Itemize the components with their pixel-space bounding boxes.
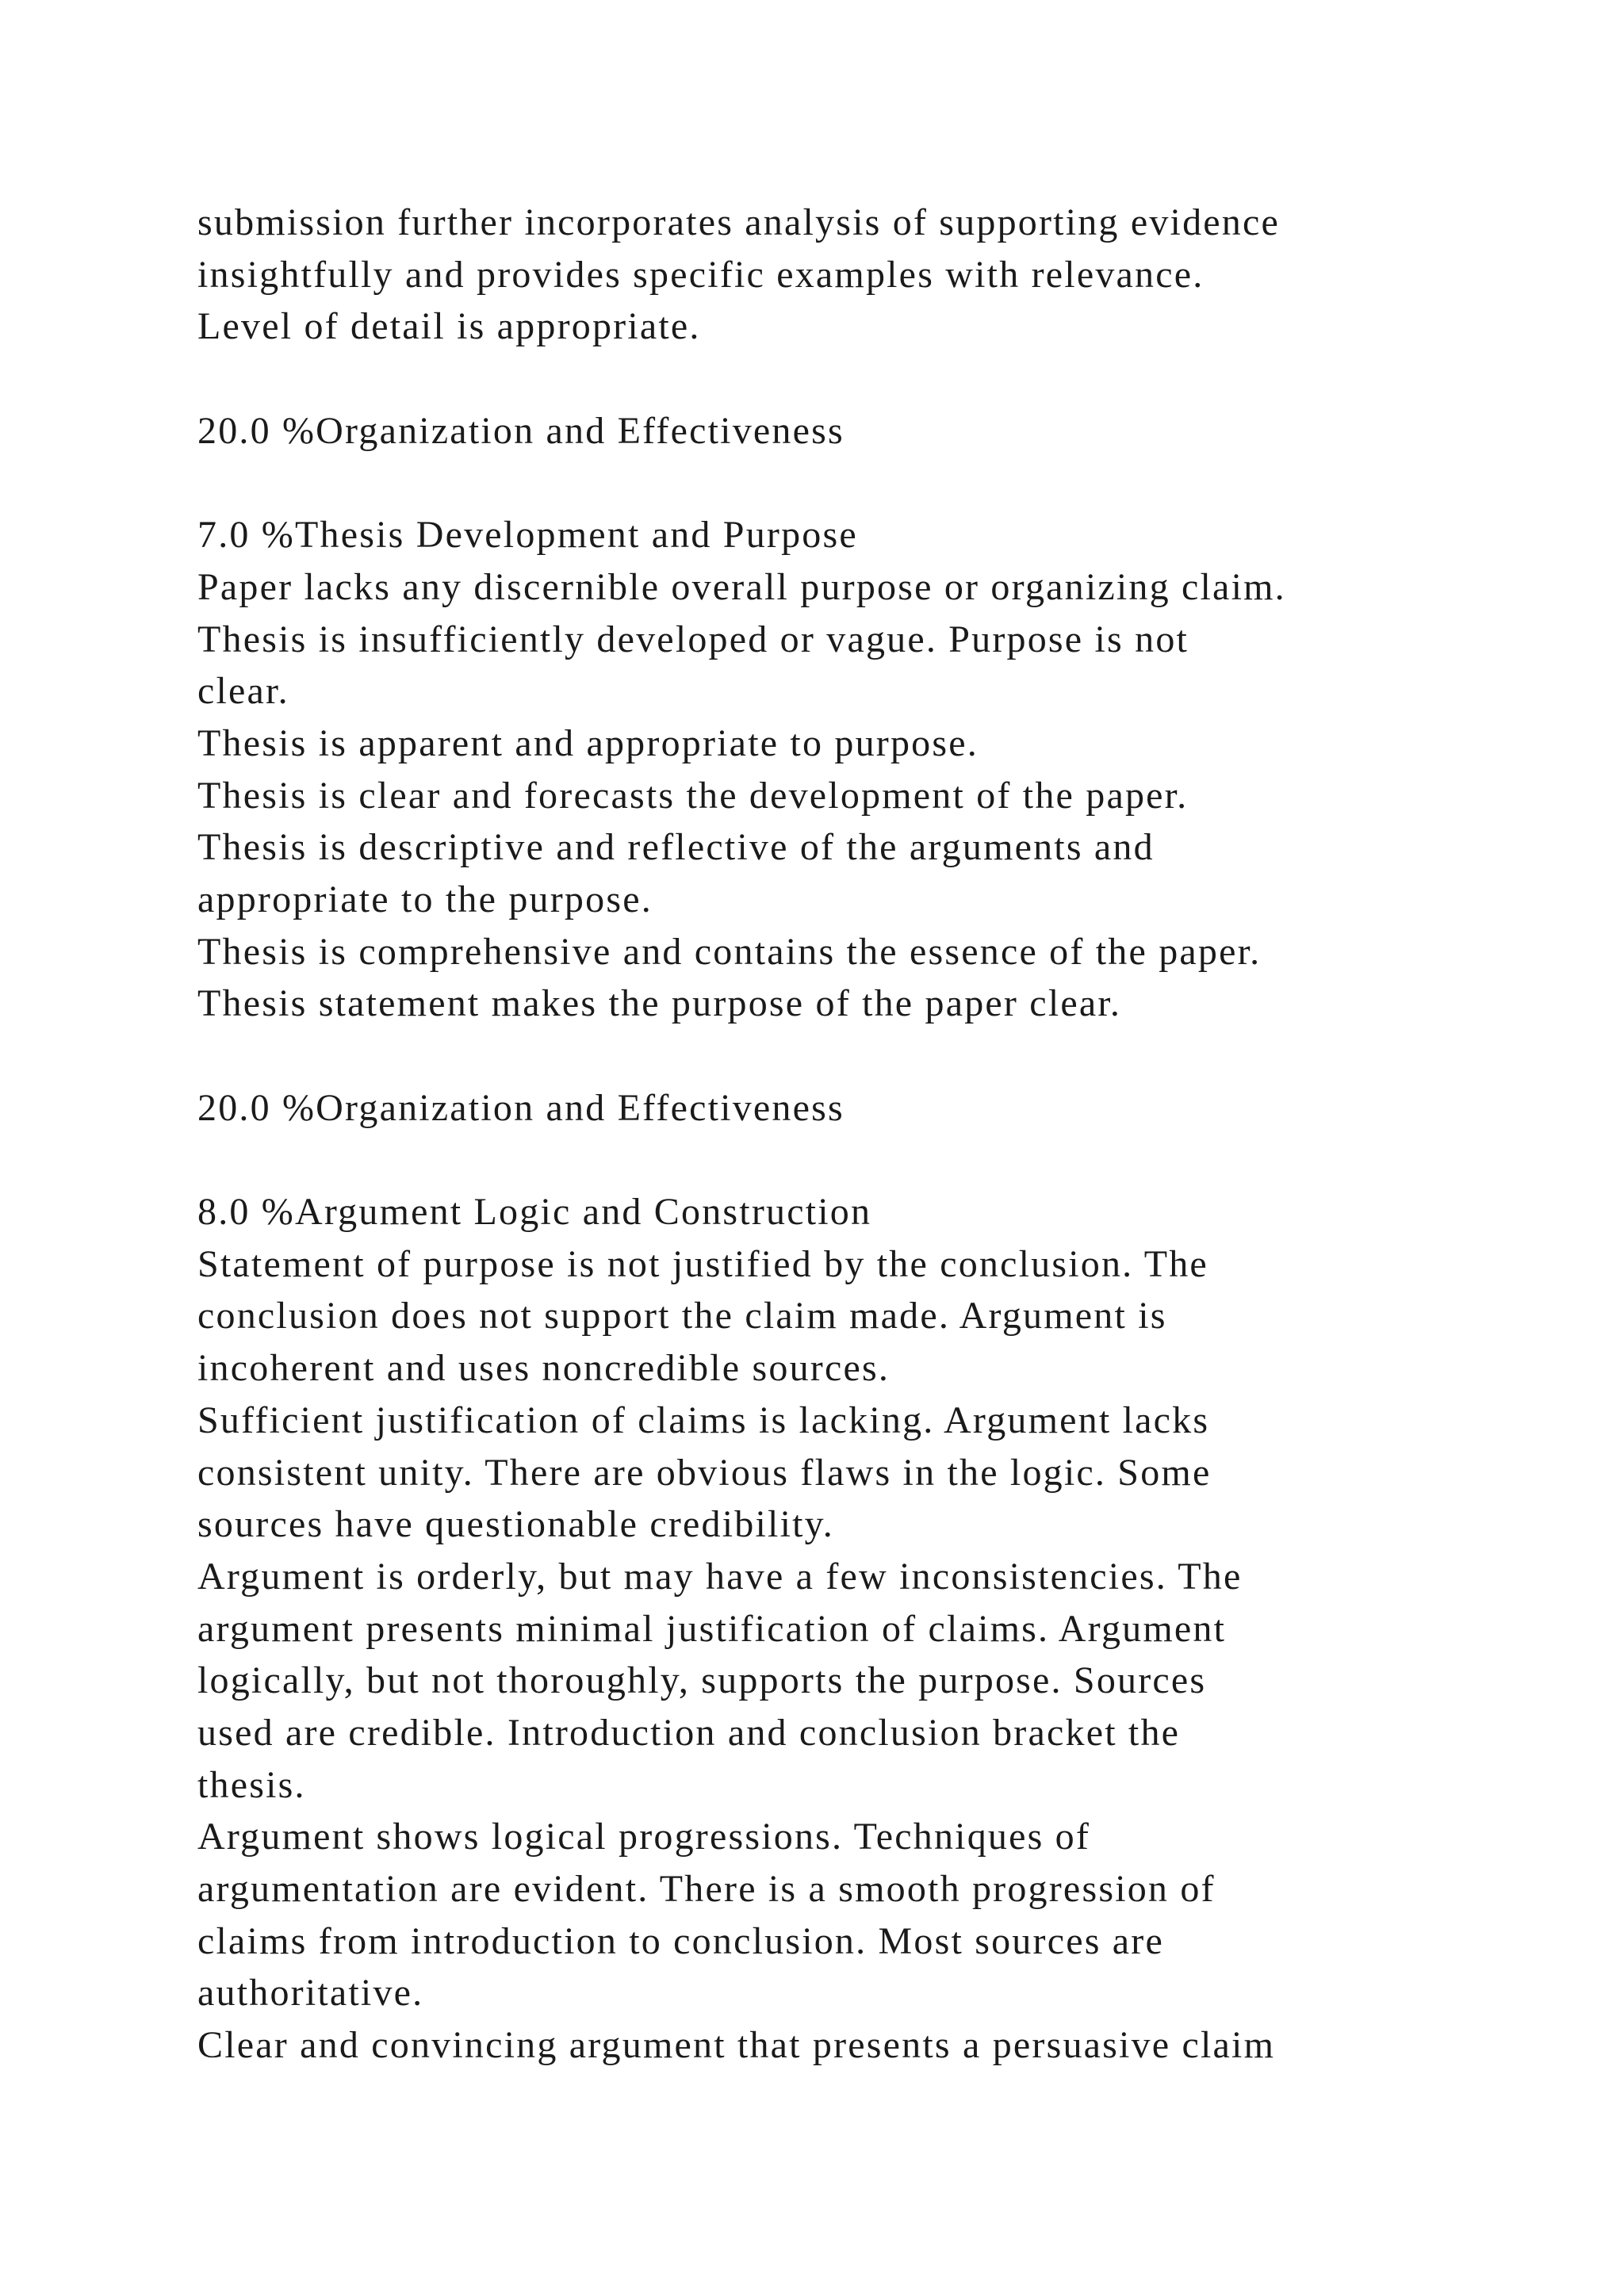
text-line: Paper lacks any discernible overall purpose or organizing claim.: [197, 565, 1286, 608]
text-line: claims from introduction to conclusion. Most sources are: [197, 1919, 1164, 1962]
text-line: Argument shows logical progressions. Techniques of: [197, 1816, 1091, 1858]
text-line: appropriate to the purpose.: [197, 878, 653, 920]
text-line: argumentation are evident. There is a smooth progression of: [197, 1868, 1216, 1910]
blank-line: [197, 353, 1561, 405]
text-line: authoritative.: [197, 1972, 424, 2015]
text-line: Thesis is insufficiently developed or vague. Purpose is not: [197, 618, 1189, 660]
text-line: clear.: [197, 670, 289, 713]
text-line: Thesis is descriptive and reflective of the arguments and: [197, 826, 1155, 869]
section-heading: 20.0 %Organization and Effectiveness: [197, 409, 845, 452]
text-line: Argument is orderly, but may have a few inconsistencies. The: [197, 1555, 1243, 1598]
text-line: insightfully and provides specific examples with relevance.: [197, 253, 1205, 296]
text-line: logically, but not thoroughly, supports the purpose. Sources: [197, 1659, 1207, 1702]
text-line: submission further incorporates analysis of supporting evidence: [197, 201, 1280, 243]
text-line: incoherent and uses noncredible sources.: [197, 1347, 891, 1390]
blank-line: [197, 1030, 1561, 1082]
section-heading: 20.0 %Organization and Effectiveness: [197, 1086, 845, 1129]
text-line: Level of detail is appropriate.: [197, 305, 701, 348]
criterion-heading: 7.0 %Thesis Development and Purpose: [197, 514, 858, 557]
text-line: sources have questionable credibility.: [197, 1503, 834, 1546]
text-line: Statement of purpose is not justified by the conclusion. The: [197, 1242, 1208, 1285]
blank-line: [197, 457, 1561, 509]
text-line: argument presents minimal justification of claims. Argument: [197, 1607, 1227, 1650]
text-line: Clear and convincing argument that presents a persuasive claim: [197, 2024, 1276, 2067]
text-line: Thesis statement makes the purpose of the paper clear.: [197, 982, 1122, 1025]
document-text: [197, 197, 1561, 2072]
blank-line: [197, 1134, 1561, 1186]
text-line: Thesis is comprehensive and contains the essence of the paper.: [197, 930, 1262, 973]
text-line: Thesis is clear and forecasts the development of the paper.: [197, 774, 1189, 817]
text-line: conclusion does not support the claim made. Argument is: [197, 1295, 1167, 1337]
criterion-heading: 8.0 %Argument Logic and Construction: [197, 1191, 872, 1234]
text-line: Sufficient justification of claims is lacking. Argument lacks: [197, 1399, 1210, 1441]
text-line: consistent unity. There are obvious flaws in the logic. Some: [197, 1451, 1212, 1494]
text-line: thesis.: [197, 1763, 306, 1806]
text-line: Thesis is apparent and appropriate to purpose.: [197, 721, 979, 764]
text-line: used are credible. Introduction and conclusion bracket the: [197, 1711, 1181, 1754]
